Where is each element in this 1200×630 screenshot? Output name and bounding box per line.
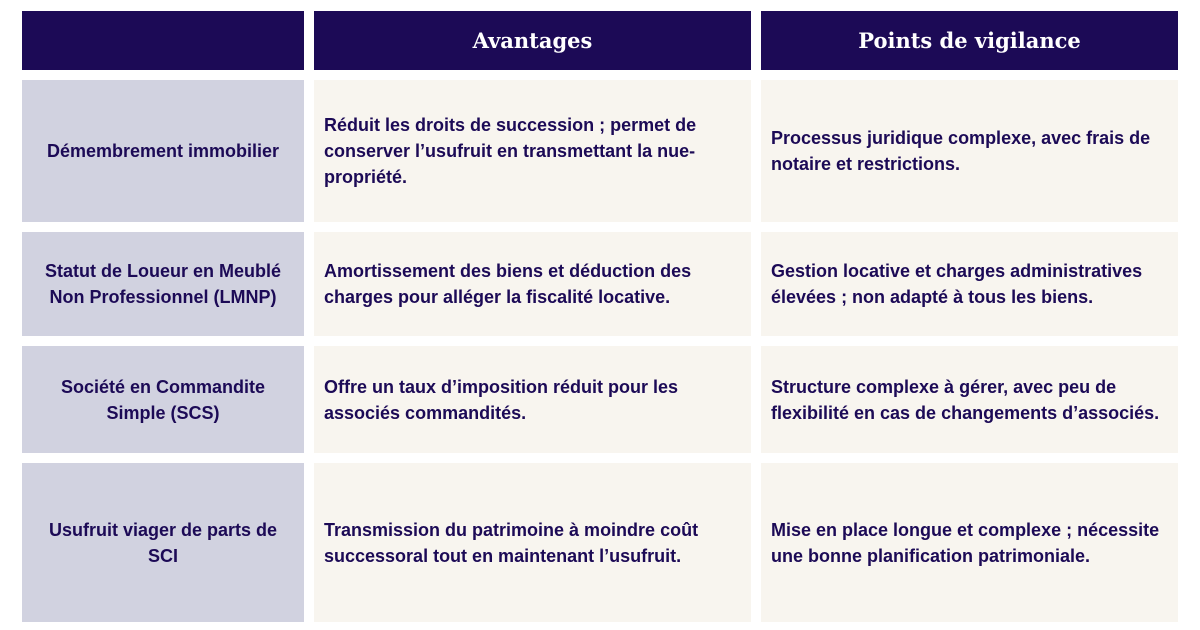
row-vigilance: Processus juridique complexe, avec frais de notaire et restrictions. xyxy=(761,80,1178,222)
row-vigilance: Structure complexe à gérer, avec peu de flexibilité en cas de changements d’associés. xyxy=(761,346,1178,453)
header-points-de-vigilance: Points de vigilance xyxy=(761,11,1178,70)
row-avantages: Offre un taux d’imposition réduit pour les associés commandités. xyxy=(314,346,751,453)
row-label: Usufruit viager de parts de SCI xyxy=(22,463,304,622)
row-label: Statut de Loueur en Meublé Non Professionnel (LMNP) xyxy=(22,232,304,336)
row-avantages: Réduit les droits de succession ; permet de conserver l’usufruit en transmettant la nue-propriété. xyxy=(314,80,751,222)
row-avantages: Transmission du patrimoine à moindre coût successoral tout en maintenant l’usufruit. xyxy=(314,463,751,622)
row-vigilance: Mise en place longue et complexe ; nécessite une bonne planification patrimoniale. xyxy=(761,463,1178,622)
row-label: Société en Commandite Simple (SCS) xyxy=(22,346,304,453)
row-vigilance: Gestion locative et charges administratives élevées ; non adapté à tous les biens. xyxy=(761,232,1178,336)
header-empty-cell xyxy=(22,11,304,70)
header-avantages: Avantages xyxy=(314,11,751,70)
row-avantages: Amortissement des biens et déduction des charges pour alléger la fiscalité locative. xyxy=(314,232,751,336)
row-label: Démembrement immobilier xyxy=(22,80,304,222)
